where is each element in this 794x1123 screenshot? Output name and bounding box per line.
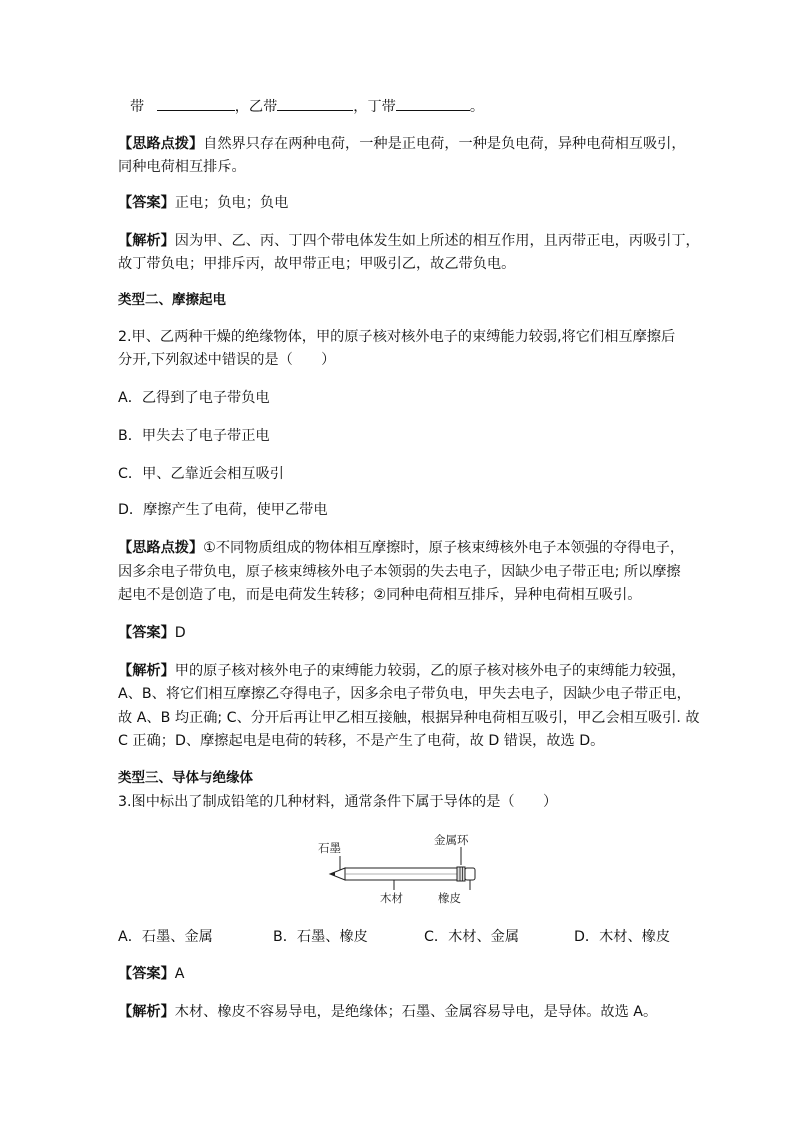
- q1-hint-line-2: 同种电荷相互排斥。: [118, 159, 246, 175]
- hint-text: 自然界只存在两种电荷，一种是正电荷，一种是负电荷，异种电荷相互吸引，: [203, 136, 686, 152]
- q2-option-a: A．乙得到了电子带负电: [118, 390, 270, 406]
- fill-in-prefix: 带: [130, 99, 145, 115]
- section-title-2: 类型二、摩擦起电: [118, 292, 226, 308]
- q2-hint-line-1: [118, 538, 684, 558]
- q2-option-b: B．甲失去了电子带正电: [118, 428, 270, 444]
- fill-in-blank-3: [396, 96, 470, 111]
- q1-hint-line-1: [118, 134, 686, 154]
- q1-analysis-line-1: [118, 231, 700, 251]
- q2-option-d: D．摩擦产生了电荷，使甲乙带电: [118, 502, 328, 518]
- fill-in-mid-1: ，乙带: [234, 99, 278, 115]
- answer-text: A: [174, 966, 185, 982]
- q3-stem: 3.图中标出了制成铅笔的几种材料，通常条件下属于导体的是（ ）: [118, 794, 558, 810]
- label-eraser: 橡皮: [438, 891, 461, 904]
- label-wood: 木材: [380, 891, 403, 904]
- answer-label: 【答案】: [118, 195, 175, 211]
- q2-option-c: C．甲、乙靠近会相互吸引: [118, 466, 284, 482]
- analysis-text: 因为甲、乙、丙、丁四个带电体发生如上所述的相互作用，且丙带正电，丙吸引丁，: [174, 233, 700, 249]
- q2-analysis-line-2: A、B、将它们相互摩擦乙夺得电子，因多余电子带负电，甲失去电子，因缺少电子带正电，: [118, 686, 691, 702]
- fill-in-end: 。: [469, 99, 485, 115]
- label-metal-ring: 金属环: [434, 833, 469, 847]
- fill-in-blank-2: [277, 96, 353, 111]
- q2-hint-line-2: 因多余电子带负电，原子核束缚核外电子本领弱的失去电子，因缺少电子带正电; 所以摩擦: [118, 564, 681, 580]
- q2-stem-line-1: 2.甲、乙两种干燥的绝缘物体，甲的原子核对核外电子的束缚能力较弱,将它们相互摩擦后: [118, 329, 676, 345]
- pencil-diagram: [310, 832, 510, 904]
- section-title-3: 类型三、导体与绝缘体: [118, 770, 253, 786]
- metal-ring: [457, 867, 465, 881]
- fill-in-blank-1: [157, 96, 235, 111]
- analysis-label: 【解析】: [118, 233, 175, 249]
- q3-option-a: A．石墨、金属: [118, 929, 213, 945]
- q2-hint-line-3: 起电不是创造了电，而是电荷发生转移；②同种电荷相互排斥，异种电荷相互吸引。: [118, 587, 642, 603]
- answer-text: D: [174, 625, 186, 641]
- q2-answer: [118, 623, 186, 643]
- analysis-label: 【解析】: [118, 1004, 175, 1020]
- q1-answer: [118, 193, 288, 213]
- eraser: [465, 868, 475, 880]
- q3-option-d: D．木材、橡皮: [574, 929, 671, 945]
- q2-analysis-line-1: [118, 661, 686, 681]
- hint-text: ①不同物质组成的物体相互摩擦时，原子核束缚核外电子本领强的夺得电子，: [203, 540, 685, 556]
- hint-label: 【思路点拨】: [118, 540, 204, 556]
- q1-analysis-line-2: 故丁带负电；甲排斥丙，故甲带正电；甲吸引乙，故乙带负电。: [118, 256, 516, 272]
- label-graphite: 石墨: [318, 841, 341, 855]
- q2-stem-line-2: 分开,下列叙述中错误的是（ ）: [118, 352, 336, 368]
- q2-analysis-line-3: 故 A、B 均正确; C、分开后再让甲乙相互接触，根据异种电荷相互吸引，甲乙会相互吸引. 故: [118, 710, 700, 726]
- q3-analysis: [118, 1002, 657, 1022]
- analysis-text: 甲的原子核对核外电子的束缚能力较弱，乙的原子核对核外电子的束缚能力较强，: [174, 663, 686, 679]
- fill-in-mid-2: ，丁带: [353, 99, 396, 115]
- analysis-text: 木材、橡皮不容易导电，是绝缘体；石墨、金属容易导电，是导体。故选 A。: [174, 1004, 658, 1020]
- answer-label: 【答案】: [118, 966, 175, 982]
- answer-label: 【答案】: [118, 625, 175, 641]
- q3-option-b: B．石墨、橡皮: [273, 929, 368, 945]
- q3-answer: [118, 964, 184, 984]
- q3-option-c: C．木材、金属: [424, 929, 520, 945]
- hint-label: 【思路点拨】: [118, 136, 204, 152]
- q2-analysis-line-4: C 正确；D、摩擦起电是电荷的转移，不是产生了电荷，故 D 错误，故选 D。: [118, 733, 605, 749]
- analysis-label: 【解析】: [118, 663, 175, 679]
- fill-in-line: [130, 96, 484, 117]
- answer-text: 正电；负电；负电: [174, 195, 289, 211]
